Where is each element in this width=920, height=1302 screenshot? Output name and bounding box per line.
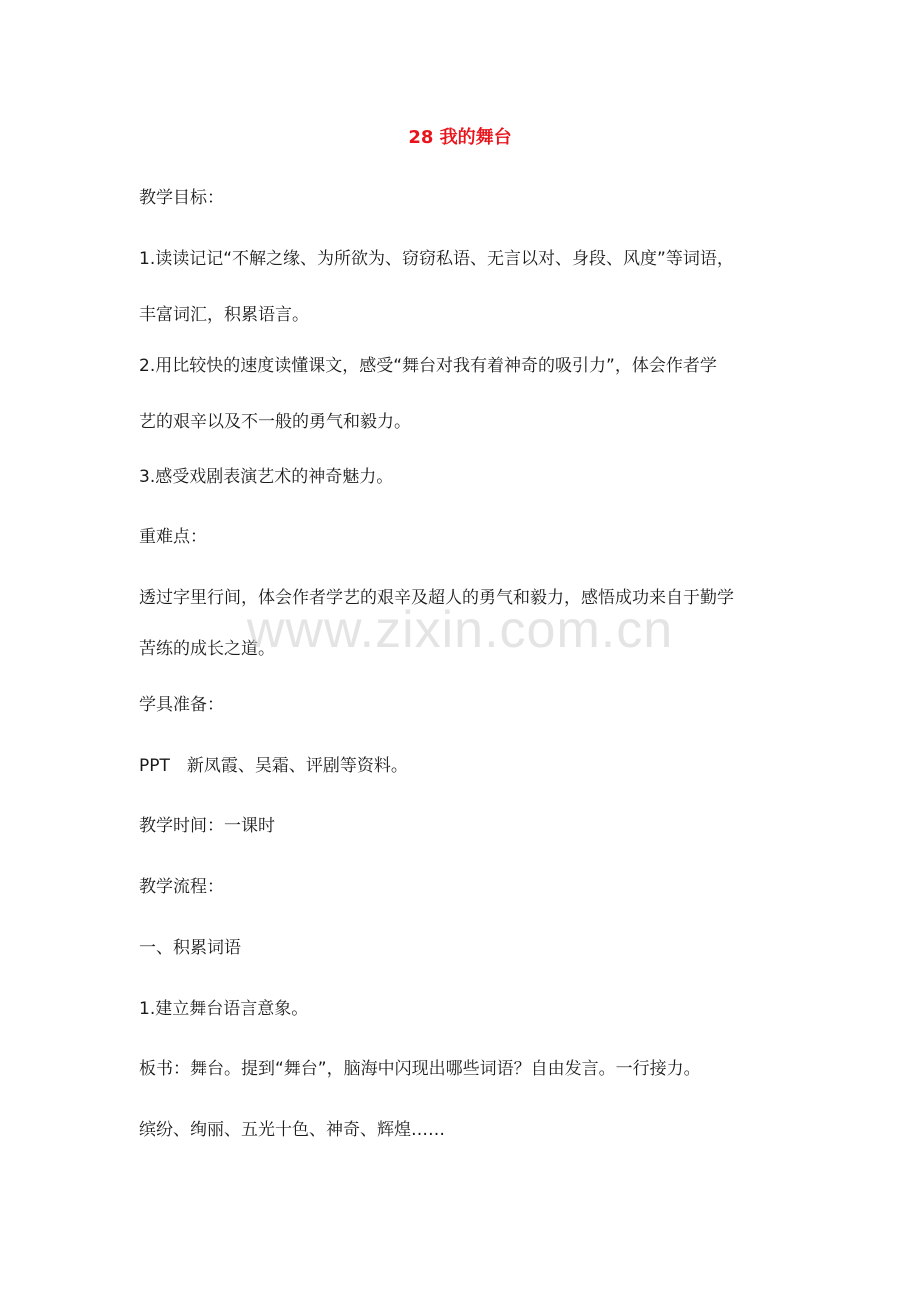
text-line: 3.感受戏剧表演艺术的神奇魅力。 xyxy=(139,467,394,487)
goal-item-3 xyxy=(139,465,789,489)
section-one-heading xyxy=(139,936,789,960)
goal-item-2 xyxy=(139,338,789,450)
text-line: PPT 新凤霞、吴霜、评剧等资料。 xyxy=(139,756,408,776)
step-one xyxy=(139,997,789,1021)
watermark: www.zixin.com.cn xyxy=(246,601,674,659)
heading-materials xyxy=(139,693,789,717)
text-line: 1.读读记记“不解之缘、为所欲为、窃窃私语、无言以对、身段、风度”等词语， xyxy=(139,249,734,269)
text-line: 学具准备： xyxy=(139,695,224,715)
text-line: 教学目标： xyxy=(139,188,224,208)
materials-text xyxy=(139,754,789,778)
text-line: 2.用比较快的速度读懂课文，感受“舞台对我有着神奇的吸引力”，体会作者学 xyxy=(139,356,717,376)
text-line: 缤纷、绚丽、五光十色、神奇、辉煌…… xyxy=(139,1120,445,1140)
heading-key-points xyxy=(139,525,789,549)
text-line: 透过字里行间，体会作者学艺的艰辛及超人的勇气和毅力，感悟成功来自于勤学 xyxy=(139,588,734,608)
text-line: 苦练的成长之道。 xyxy=(139,639,275,659)
word-list xyxy=(139,1118,789,1142)
text-line: 艺的艰辛以及不一般的勇气和毅力。 xyxy=(139,412,411,432)
text-line: 教学时间：一课时 xyxy=(139,816,275,836)
document-title: 28 我的舞台 xyxy=(408,127,512,148)
blackboard-note xyxy=(139,1057,789,1081)
text-line: 板书：舞台。提到“舞台”，脑海中闪现出哪些词语？自由发言。一行接力。 xyxy=(139,1059,701,1079)
key-points-text xyxy=(139,573,789,675)
goal-item-1 xyxy=(139,231,789,343)
text-line: 1.建立舞台语言意象。 xyxy=(139,999,309,1019)
text-line: 一、积累词语 xyxy=(139,938,241,958)
heading-procedure xyxy=(139,875,789,899)
text-line: 丰富词汇，积累语言。 xyxy=(139,305,309,325)
heading-teaching-goals xyxy=(139,186,789,210)
text-line: 重难点： xyxy=(139,527,207,547)
text-line: 教学流程： xyxy=(139,877,224,897)
teaching-time xyxy=(139,814,789,838)
